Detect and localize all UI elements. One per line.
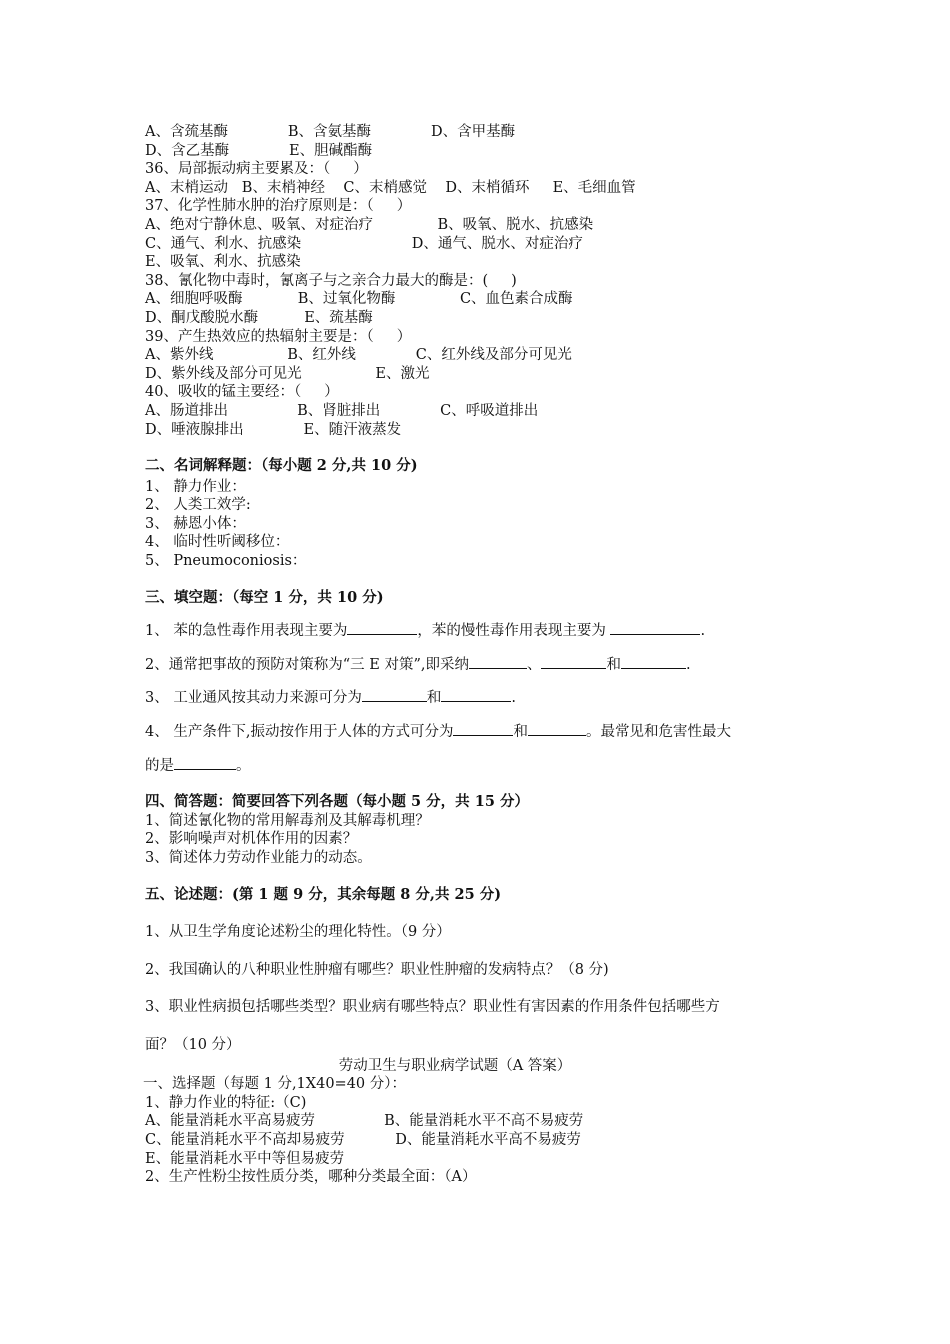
list-item: 5、 Pneumoconiosis：: [145, 553, 307, 570]
question-stem: 39、产生热效应的热辐射主要是：（ ）: [145, 328, 412, 345]
answer-blank[interactable]: [347, 620, 417, 635]
fill-question-3: [145, 687, 825, 708]
question-38: [145, 272, 825, 328]
answer-line: A、能量消耗水平高易疲劳 B、能量消耗水平不高不易疲劳: [145, 1113, 584, 1130]
list-item: 1、简述氰化物的常用解毒剂及其解毒机理？: [145, 812, 430, 829]
fill-text: 3、 工业通风按其动力来源可分为: [145, 690, 362, 707]
answer-blank[interactable]: [362, 687, 427, 702]
option-line: A、末梢运动 B、末梢神经 C、末梢感觉 D、末梢循环 E、毛细血管: [145, 179, 636, 196]
fill-text: .: [685, 656, 691, 673]
option-line: D、含乙基酶 E、胆碱酯酶: [145, 142, 373, 159]
answer-key-title: 劳动卫生与职业病学试题（A 答案）: [338, 1057, 572, 1074]
answer-blank[interactable]: [469, 654, 527, 669]
fill-text: 。: [236, 757, 251, 774]
answer-blank[interactable]: [610, 620, 700, 635]
section-5-title: 五、论述题：(第 1 题 9 分，其余每题 8 分,共 25 分): [145, 885, 502, 903]
fill-question-4-cont: [145, 755, 825, 776]
question-36: [145, 160, 825, 197]
list-item: 2、影响噪声对机体作用的因素？: [145, 831, 358, 848]
question-stem: 36、局部振动病主要累及：（ ）: [145, 161, 368, 178]
option-line: D、唾液腺排出 E、随汗液蒸发: [145, 421, 402, 438]
fill-text: 的是: [145, 757, 174, 774]
fill-text: ，苯的慢性毒作用表现主要为: [417, 623, 611, 640]
question-stem: 37、化学性肺水肿的治疗原则是：（ ）: [145, 198, 412, 215]
answer-line: 1、静力作业的特征:（C): [145, 1094, 307, 1111]
fill-text: 和: [606, 656, 621, 673]
fill-text: 。最常见和危害性最大: [585, 724, 731, 741]
essay-question-3: 3、职业性病损包括哪些类型？职业病有哪些特点？职业性有害因素的作用条件包括哪些方: [145, 999, 720, 1016]
fill-question-4: [145, 721, 825, 742]
answer-blank[interactable]: [441, 687, 511, 702]
option-line: D、紫外线及部分可见光 E、激光: [145, 365, 430, 382]
answer-line: E、能量消耗水平中等但易疲劳: [145, 1150, 345, 1167]
fill-text: 和: [513, 724, 528, 741]
answer-blank[interactable]: [621, 654, 686, 669]
question-stem: 38、氰化物中毒时，氰离子与之亲合力最大的酶是：( ): [145, 272, 517, 289]
question-stem: 40、吸收的锰主要经：（ ）: [145, 384, 339, 401]
option-line: C、通气、利水、抗感染 D、通气、脱水、对症治疗: [145, 235, 583, 252]
section-2-title: 二、名词解释题：（每小题 2 分,共 10 分): [145, 457, 418, 475]
answer-blank[interactable]: [541, 654, 606, 669]
section-3-title: 三、填空题：（每空 1 分，共 10 分): [145, 588, 384, 606]
fill-text: 1、 苯的急性毒作用表现主要为: [145, 623, 348, 640]
list-item: 3、 赫恩小体：: [145, 515, 246, 532]
question-40: [145, 383, 825, 439]
list-item: 2、 人类工效学:: [145, 497, 251, 514]
fill-text: 和: [426, 690, 442, 707]
answer-line: C、能量消耗水平不高却易疲劳 D、能量消耗水平高不易疲劳: [145, 1131, 581, 1148]
answer-blank[interactable]: [453, 721, 513, 736]
question-39: [145, 328, 825, 384]
essay-question-1: 1、从卫生学角度论述粉尘的理化特性。（9 分）: [145, 924, 451, 941]
answer-section-1-title: 一、选择题（每题 1 分,1X40=40 分）：: [143, 1076, 407, 1093]
question-35-options: [145, 123, 825, 160]
option-line: D、酮戊酸脱水酶 E、巯基酶: [145, 309, 373, 326]
option-line: A、肠道排出 B、肾脏排出 C、呼吸道排出: [145, 402, 539, 419]
section-2-items: [145, 478, 825, 571]
option-line: A、紫外线 B、红外线 C、红外线及部分可见光: [145, 347, 572, 364]
fill-text: 2、通常把事故的预防对策称为“三 E 对策”,即采纳: [145, 656, 469, 673]
essay-question-3-cont: 面？（10 分）: [145, 1036, 241, 1053]
answer-line: 2、生产性粉尘按性质分类，哪种分类最全面：（A）: [145, 1169, 477, 1186]
option-line: E、吸氧、利水、抗感染: [145, 254, 301, 271]
list-item: 4、 临时性听阈移位：: [145, 534, 290, 551]
essay-question-2: 2、我国确认的八种职业性肿瘤有哪些？职业性肿瘤的发病特点？（8 分): [145, 961, 609, 978]
fill-text: .: [511, 690, 516, 707]
exam-page: [145, 123, 825, 1187]
question-37: [145, 197, 825, 271]
list-item: 3、简述体力劳动作业能力的动态。: [145, 850, 372, 866]
fill-question-2: [145, 654, 825, 675]
section-4-title: 四、简答题：简要回答下列各题（每小题 5 分，共 15 分）: [145, 793, 529, 811]
option-line: A、含巯基酶 B、含氨基酶 D、含甲基酶: [145, 124, 516, 140]
fill-text: 、: [526, 656, 542, 673]
answer-lines: [145, 1094, 825, 1187]
option-line: A、细胞呼吸酶 B、过氧化物酶 C、血色素合成酶: [145, 291, 573, 308]
answer-blank[interactable]: [528, 721, 586, 736]
list-item: 1、 静力作业：: [145, 478, 246, 495]
answer-blank[interactable]: [174, 755, 236, 770]
fill-text: 4、 生产条件下,振动按作用于人体的方式可分为: [145, 724, 454, 741]
fill-question-1: [145, 620, 825, 641]
option-line: A、绝对宁静休息、吸氧、对症治疗 B、吸氧、脱水、抗感染: [145, 216, 594, 233]
fill-text: .: [700, 623, 706, 640]
section-4-items: [145, 812, 825, 868]
